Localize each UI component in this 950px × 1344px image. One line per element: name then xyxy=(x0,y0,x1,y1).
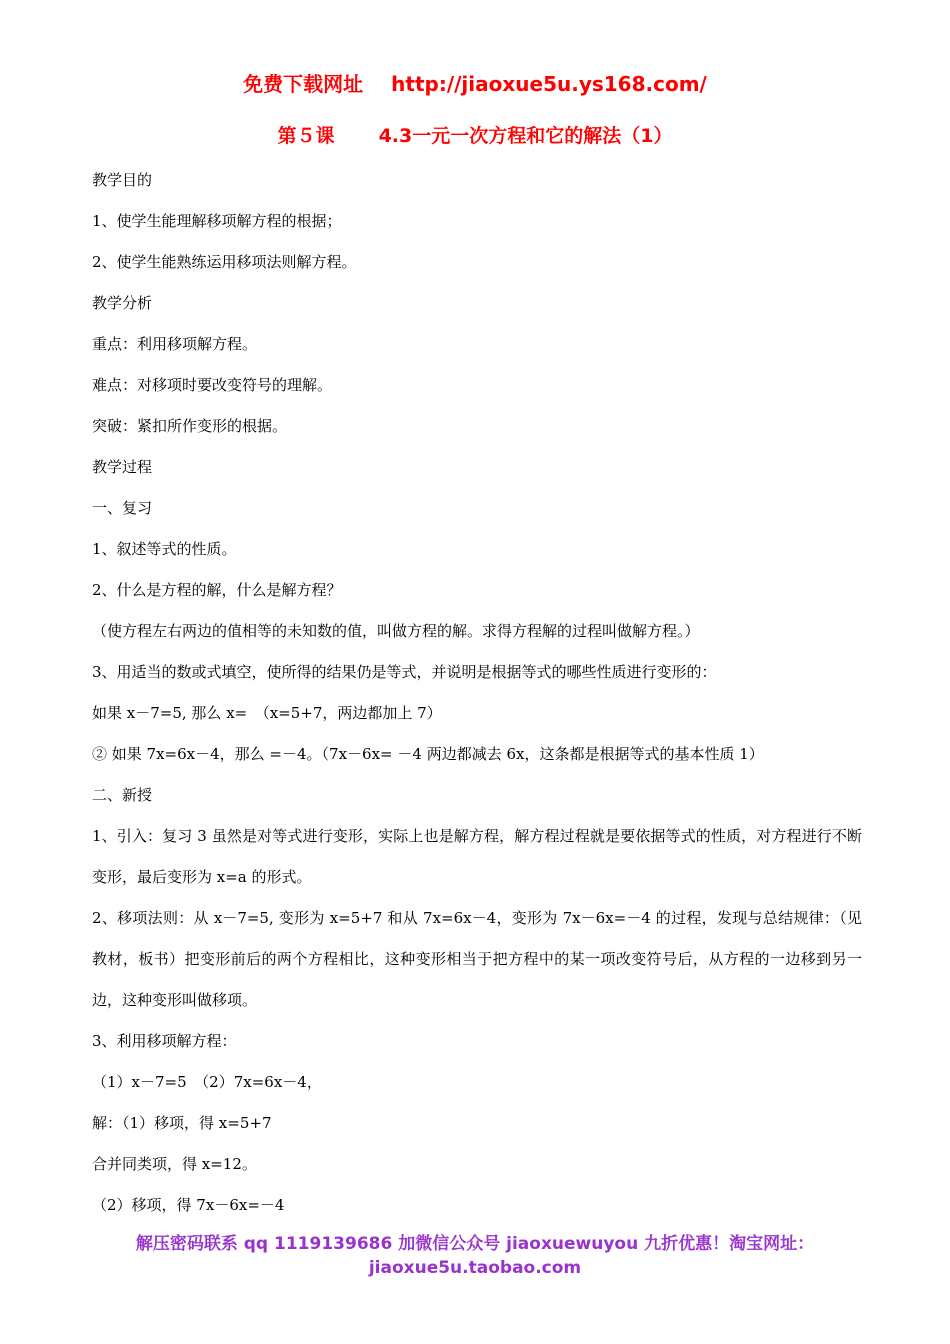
paragraph: 3、利用移项解方程： xyxy=(92,1032,237,1050)
lesson-body xyxy=(92,160,862,1226)
download-label: 免费下载网址 xyxy=(243,72,364,96)
paragraph: 3、用适当的数或式填空，使所得的结果仍是等式，并说明是根据等式的哪些性质进行变形的： xyxy=(92,663,717,681)
paragraph: （2）移项，得 7x－6x=－4 xyxy=(92,1196,285,1214)
paragraph: 2、移项法则：从 x－7=5, 变形为 x=5+7 和从 7x=6x－4，变形为 7x－6x=－4 的过程，发现与总结规律：（见教材，板书）把变形前后的两个方程相比，这种变形相当于把方程中的某一项改变符号后，从方程的一边移到另一边，这种变形叫做移项。 xyxy=(92,909,862,1009)
paragraph: 重点：利用移项解方程。 xyxy=(92,335,258,353)
footer-promo: 解压密码联系 qq 1119139686 加微信公众号 jiaoxuewuyou 九折优惠！淘宝网址：jiaoxue5u.taobao.com xyxy=(135,1234,815,1278)
download-url-link[interactable]: http://jiaoxue5u.ys168.com/ xyxy=(391,72,707,96)
lesson-topic: 4.3一元一次方程和它的解法（1） xyxy=(378,125,673,147)
paragraph: 1、叙述等式的性质。 xyxy=(92,540,237,558)
lesson-number: 第５课 xyxy=(277,125,335,147)
paragraph: （使方程左右两边的值相等的未知数的值，叫做方程的解。求得方程解的过程叫做解方程。） xyxy=(92,622,700,640)
section-heading: 一、复习 xyxy=(92,499,153,517)
page-title xyxy=(0,121,950,148)
paragraph: 合并同类项，得 x=12。 xyxy=(92,1155,257,1173)
download-header xyxy=(0,68,950,97)
paragraph: （1）x－7=5 （2）7x=6x－4， xyxy=(92,1073,322,1091)
paragraph: 1、使学生能理解移项解方程的根据； xyxy=(92,212,342,230)
paragraph: 难点：对移项时要改变符号的理解。 xyxy=(92,376,333,394)
section-heading: 教学目的 xyxy=(92,171,153,189)
paragraph: 解：（1）移项，得 x=5+7 xyxy=(92,1114,272,1132)
paragraph: ② 如果 7x=6x－4，那么 =－4。（7x－6x= －4 两边都减去 6x，这条都是根据等式的基本性质 1） xyxy=(92,745,764,763)
paragraph: 如果 x－7=5, 那么 x= （x=5+7，两边都加上 7） xyxy=(92,704,442,722)
section-heading: 教学过程 xyxy=(92,458,153,476)
section-heading: 二、新授 xyxy=(92,786,153,804)
paragraph: 突破：紧扣所作变形的根据。 xyxy=(92,417,288,435)
paragraph: 2、什么是方程的解，什么是解方程？ xyxy=(92,581,342,599)
paragraph: 1、引入：复习 3 虽然是对等式进行变形，实际上也是解方程，解方程过程就是要依据等式的性质，对方程进行不断变形，最后变形为 x=a 的形式。 xyxy=(92,827,862,886)
paragraph: 2、使学生能熟练运用移项法则解方程。 xyxy=(92,253,357,271)
section-heading: 教学分析 xyxy=(92,294,153,312)
